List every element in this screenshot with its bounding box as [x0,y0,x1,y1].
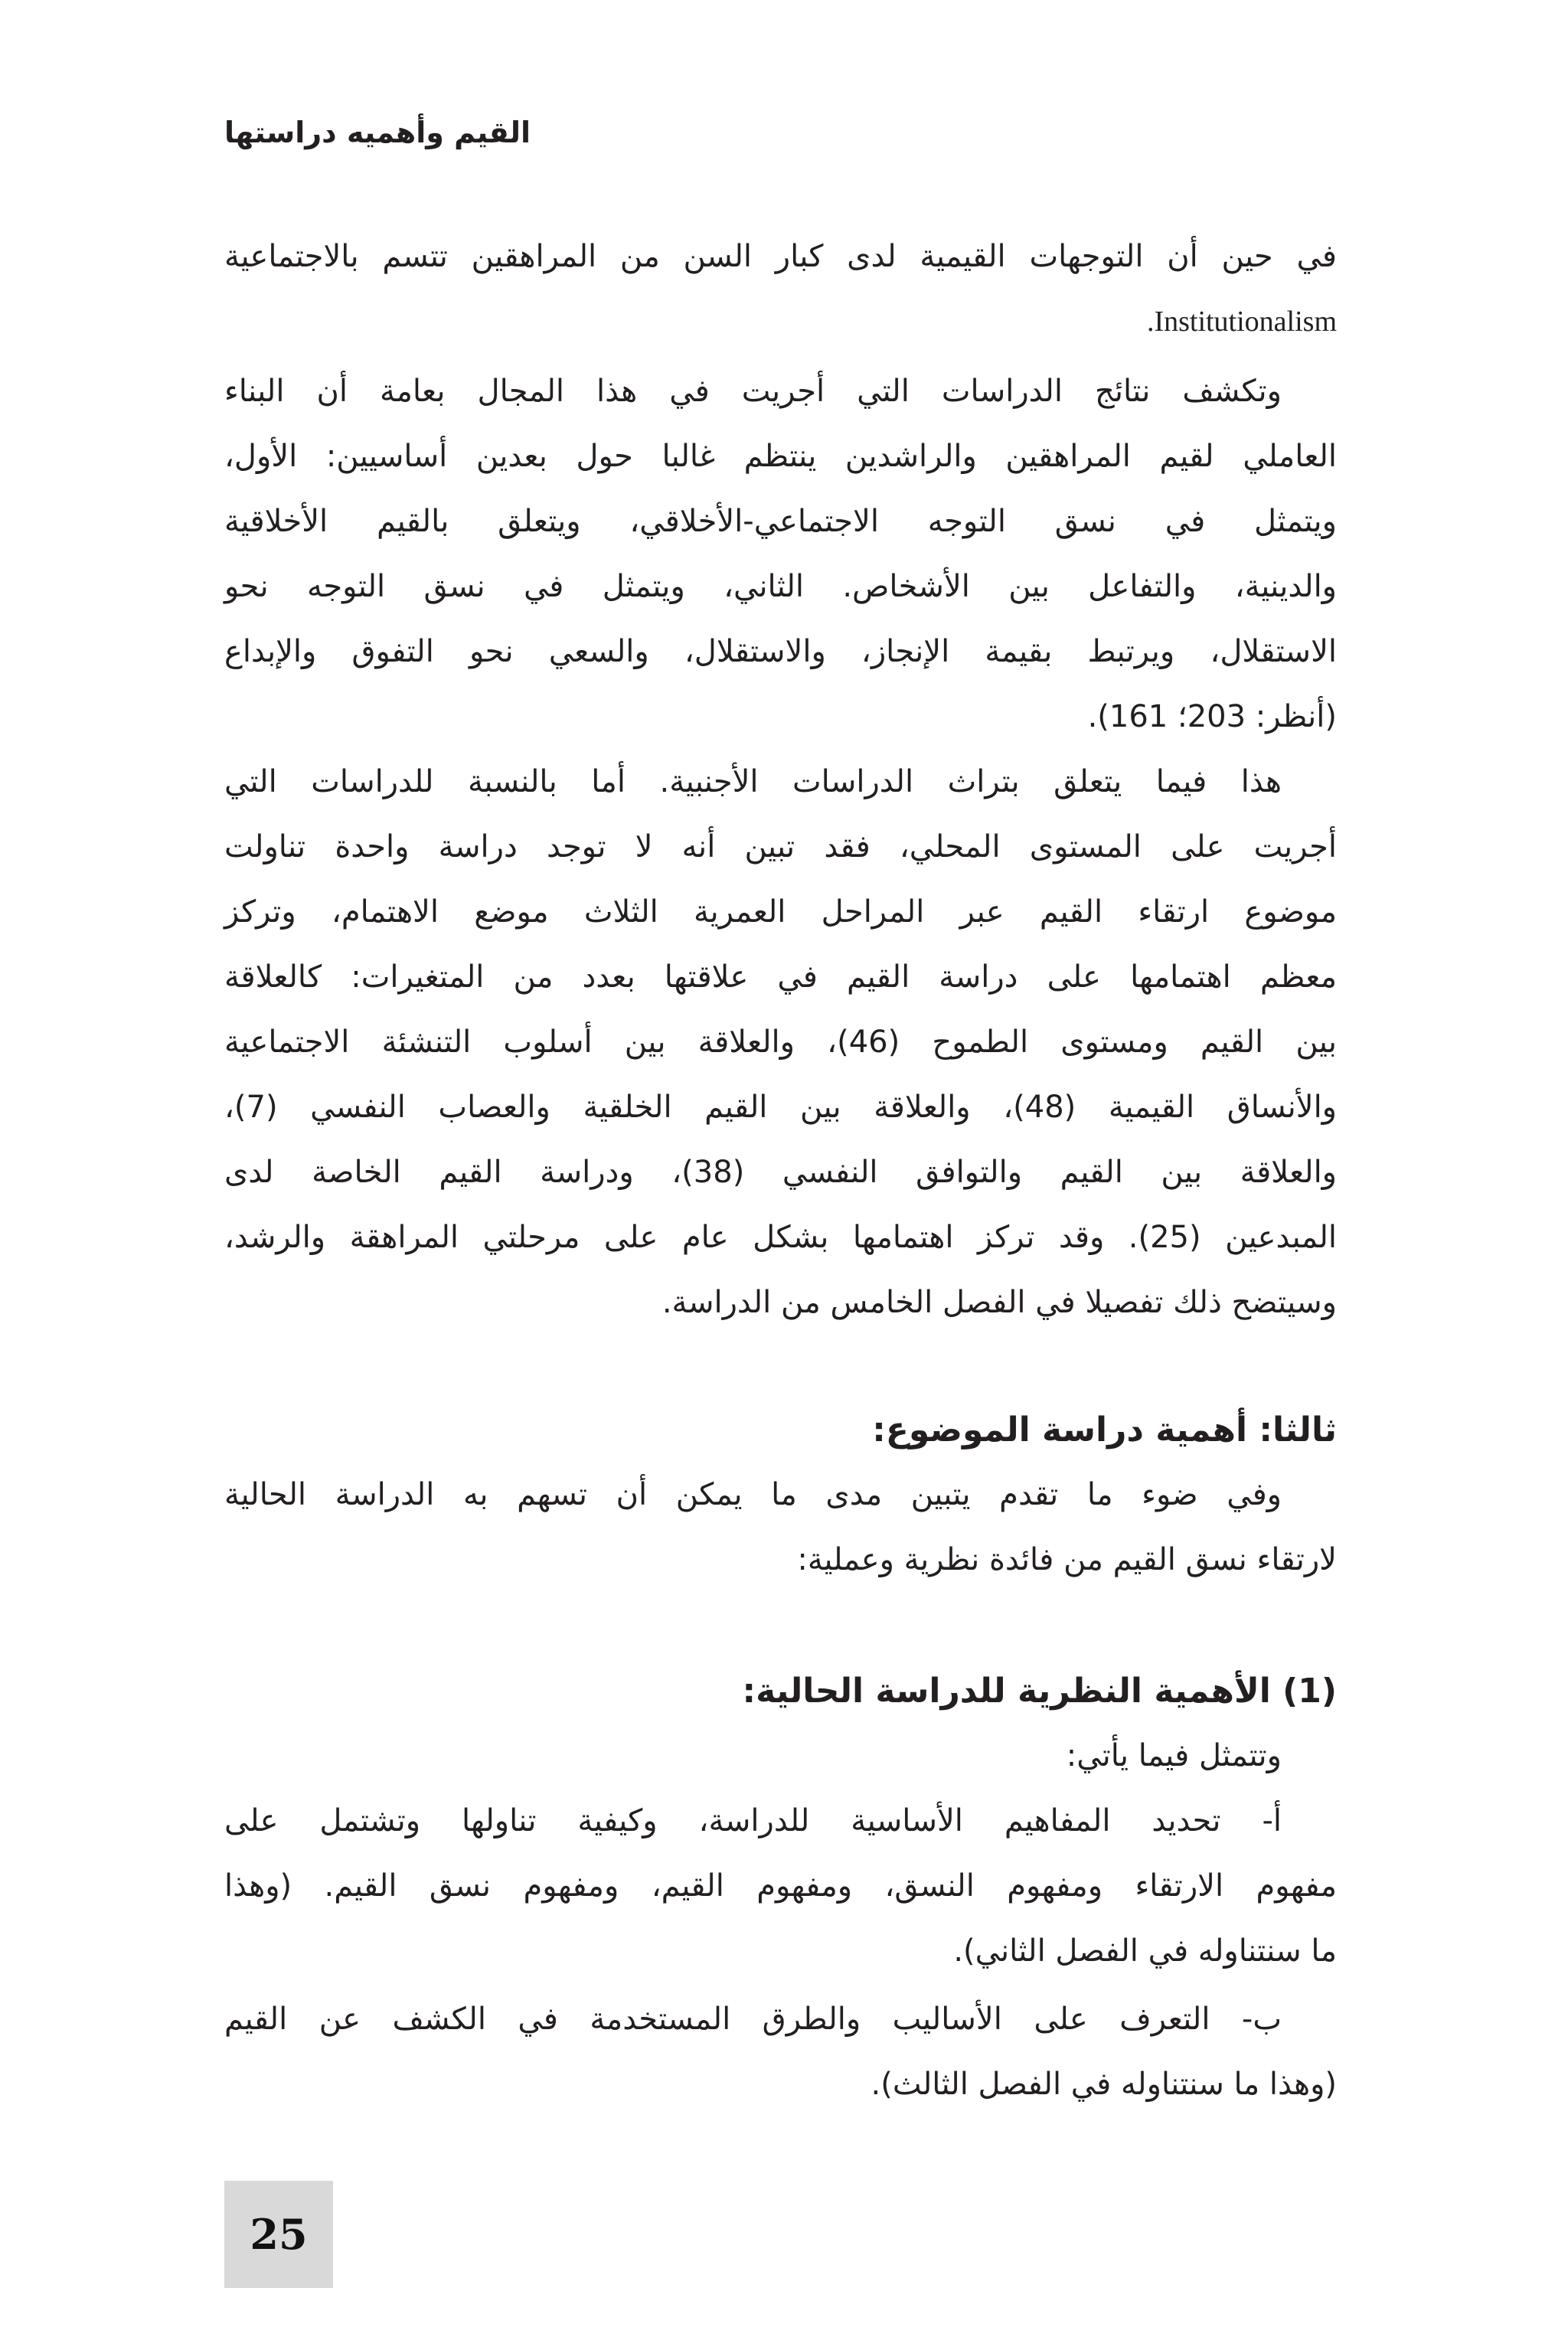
paragraph [224,224,1337,355]
paragraph [224,1463,1337,1593]
paragraph-line: بين القيم ومستوى الطموح (46)، والعلاقة بين أسلوب التنشئة الاجتماعية [224,1025,1337,1060]
paragraph-line: وسيتضح ذلك تفصيلا في الفصل الخامس من الدراسة. [662,1285,1337,1320]
paragraph-line: ما سنتناوله في الفصل الثاني). [953,1933,1337,1969]
list-item [224,1987,1337,2117]
paragraph-line: وتكشف نتائج الدراسات التي أجريت في هذا المجال بعامة أن البناء [224,374,1282,409]
paragraph-line: وفي ضوء ما تقدم يتبين مدى ما يمكن أن تسهم به الدراسة الحالية [224,1477,1282,1512]
paragraph-line: هذا فيما يتعلق بتراث الدراسات الأجنبية. أما بالنسبة للدراسات التي [224,764,1282,799]
paragraph-line: أجريت على المستوى المحلي، فقد تبين أنه لا توجد دراسة واحدة تناولت [224,829,1337,864]
running-header: القيم وأهميه دراستها [224,116,531,149]
paragraph-line: Institutionalism. [1146,306,1337,338]
page-number: 25 [224,2181,333,2288]
subsection-heading: (1) الأهمية النظرية للدراسة الحالية: [742,1672,1337,1711]
paragraph-line: وتتمثل فيما يأتي: [1066,1738,1282,1773]
paragraph [224,1724,1337,1789]
paragraph-line: معظم اهتمامها على دراسة القيم في علاقتها بعدد من المتغيرات: كالعلاقة [224,959,1337,995]
list-item [224,1789,1337,1984]
paragraph-line: (أنظر: 203؛ 161). [1087,699,1337,734]
paragraph-line: موضوع ارتقاء القيم عبر المراحل العمرية الثلاث موضع الاهتمام، وتركز [224,894,1337,930]
paragraph-line: لارتقاء نسق القيم من فائدة نظرية وعملية: [797,1542,1337,1577]
section-heading: ثالثا: أهمية دراسة الموضوع: [872,1410,1337,1450]
paragraph [224,359,1337,750]
paragraph-line: أ- تحديد المفاهيم الأساسية للدراسة، وكيفية تناولها وتشتمل على [224,1803,1282,1838]
text-block [224,224,1337,2117]
paragraph-line: والدينية، والتفاعل بين الأشخاص. الثاني، ويتمثل في نسق التوجه نحو [224,569,1337,604]
paragraph-line: والعلاقة بين القيم والتوافق النفسي (38)، ودراسة القيم الخاصة لدى [224,1155,1337,1190]
paragraph [224,750,1337,1335]
paragraph-line: في حين أن التوجهات القيمية لدى كبار السن من المراهقين تتسم بالاجتماعية [224,239,1337,274]
paragraph-line: ويتمثل في نسق التوجه الاجتماعي-الأخلاقي، ويتعلق بالقيم الأخلاقية [224,504,1337,539]
paragraph-line: مفهوم الارتقاء ومفهوم النسق، ومفهوم القيم، ومفهوم نسق القيم. (وهذا [224,1868,1337,1904]
paragraph-line: (وهذا ما سنتناوله في الفصل الثالث). [871,2067,1337,2102]
paragraph-line: العاملي لقيم المراهقين والراشدين ينتظم غالبا حول بعدين أساسيين: الأول، [224,439,1337,474]
paragraph-line: ب- التعرف على الأساليب والطرق المستخدمة في الكشف عن القيم [224,2002,1282,2037]
paragraph-line: والأنساق القيمية (48)، والعلاقة بين القيم الخلقية والعصاب النفسي (7)، [224,1090,1337,1125]
paragraph-line: الاستقلال، ويرتبط بقيمة الإنجاز، والاستقلال، والسعي نحو التفوق والإبداع [224,634,1337,669]
paragraph-line: المبدعين (25). وقد تركز اهتمامها بشكل عام على مرحلتي المراهقة والرشد، [224,1220,1338,1255]
